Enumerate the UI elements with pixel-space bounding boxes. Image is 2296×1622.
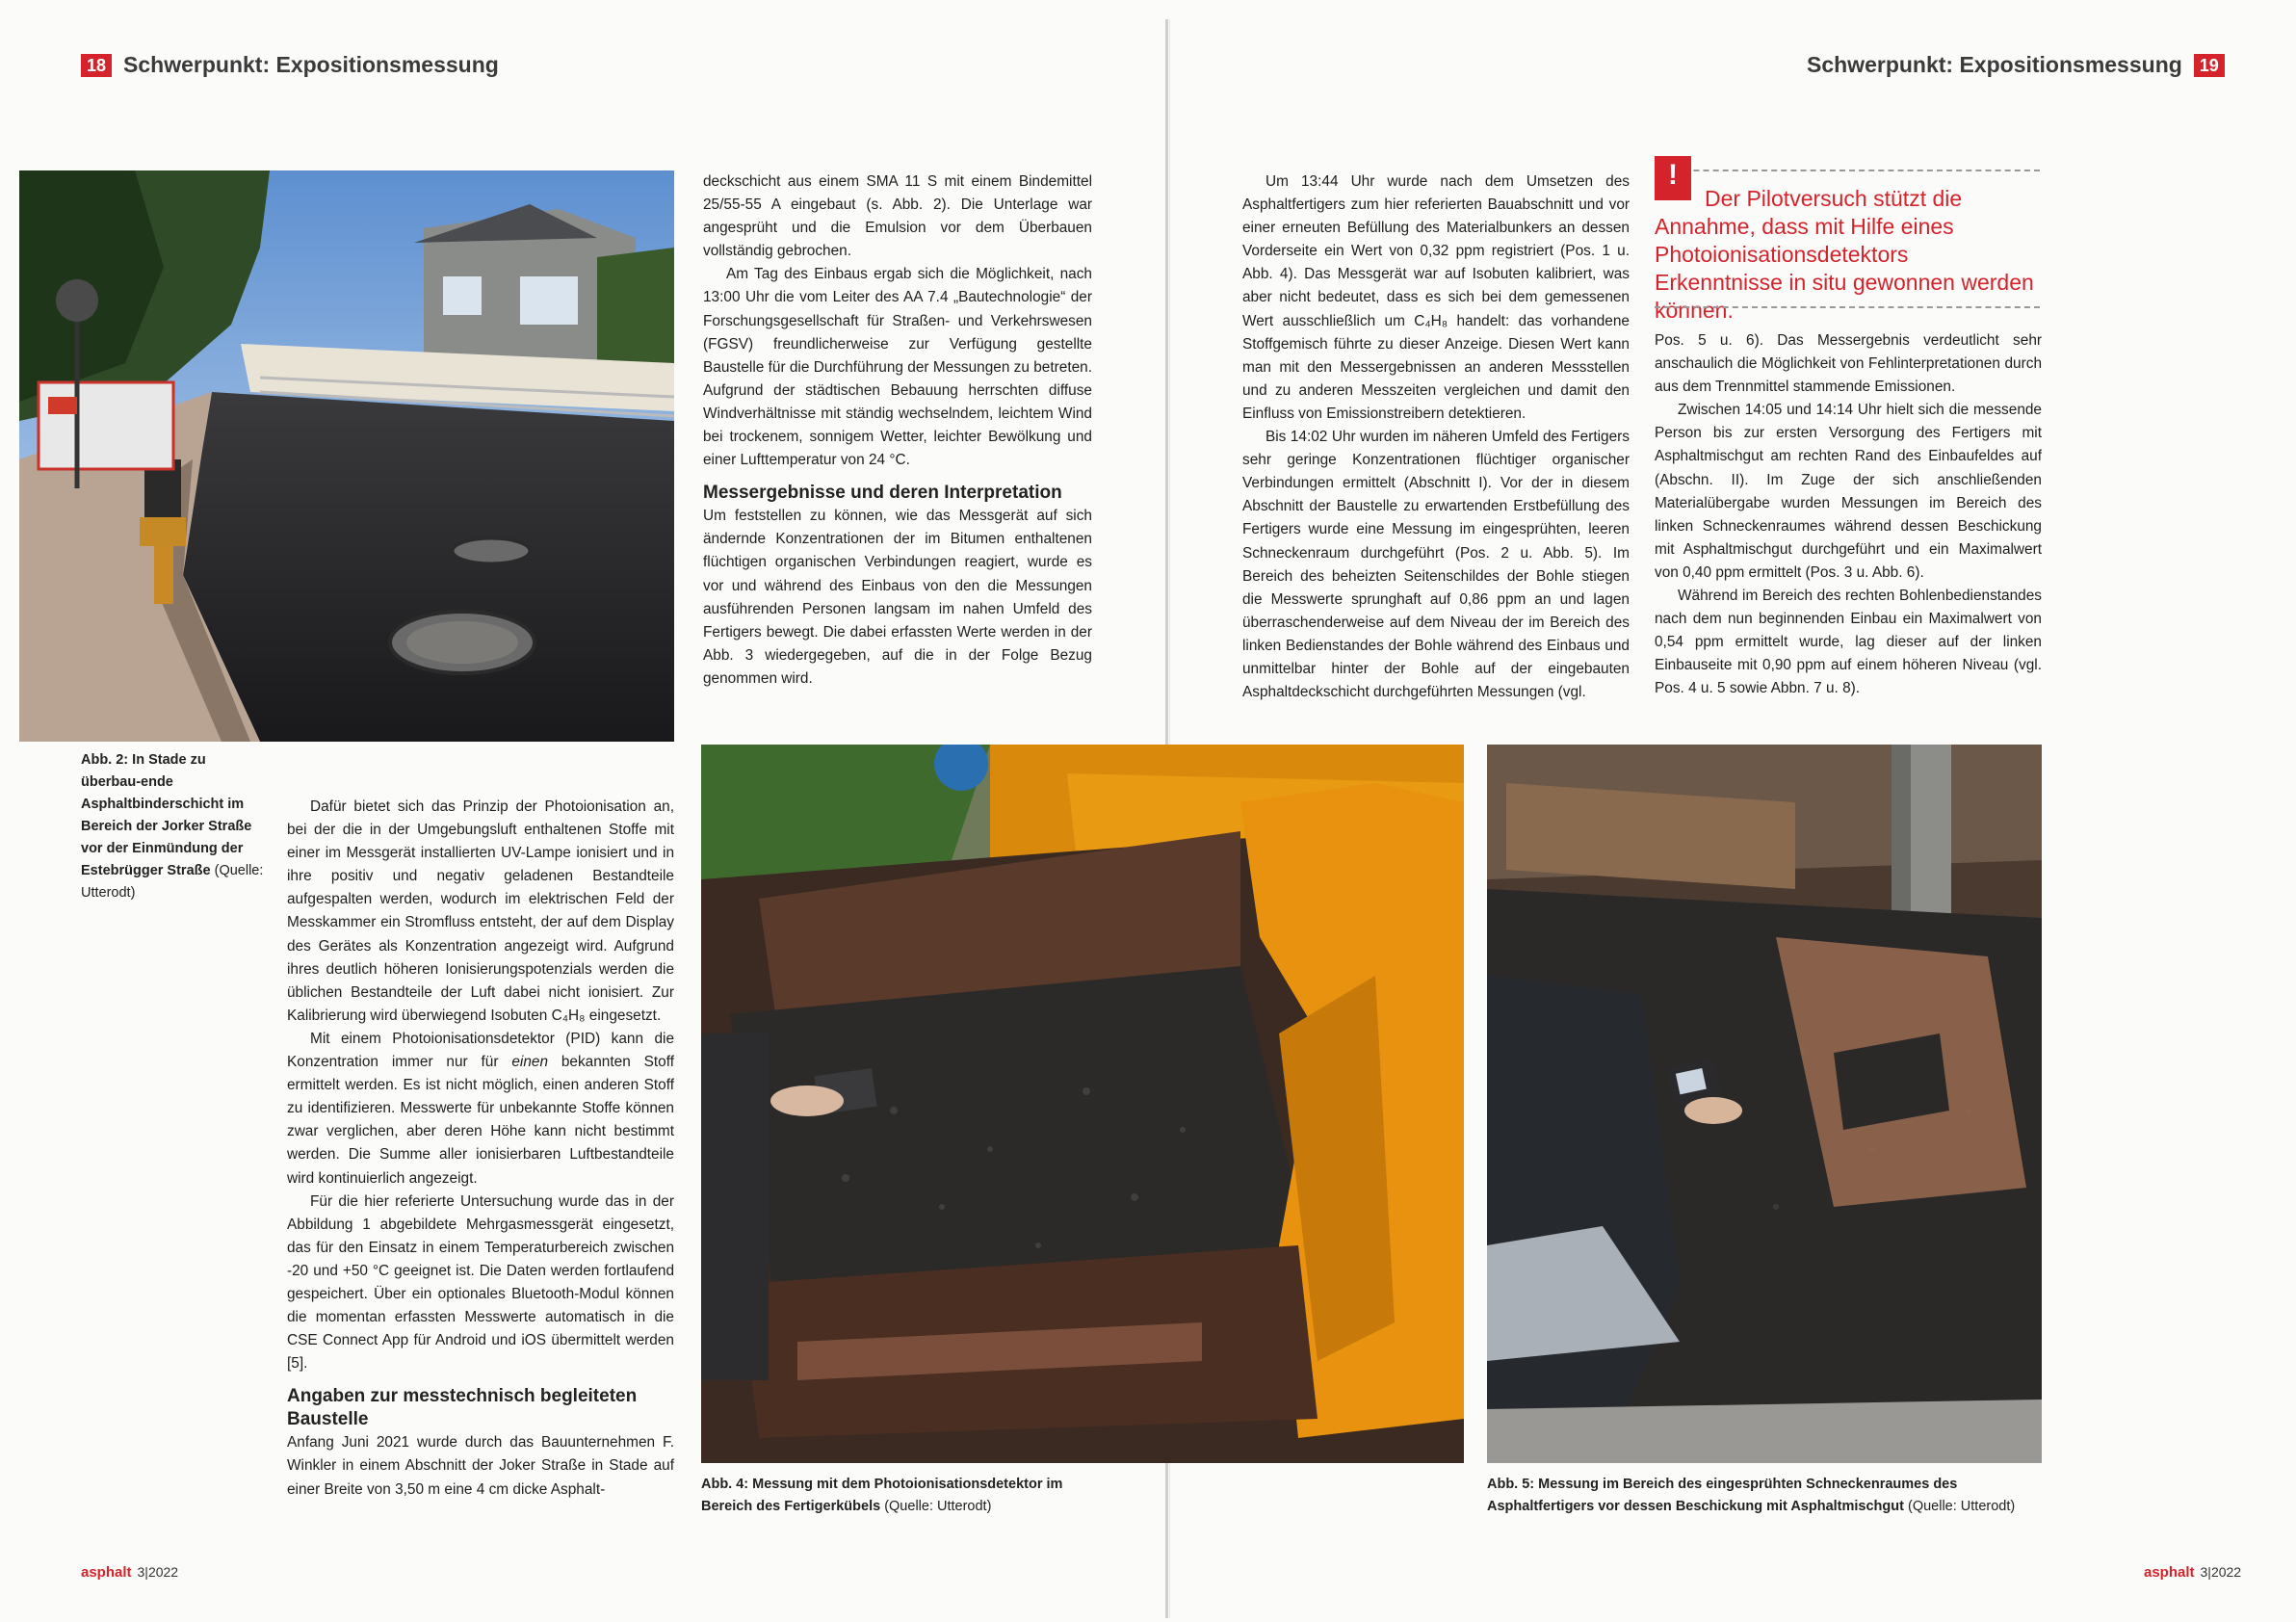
left-section-title: Schwerpunkt: Expositionsmessung	[123, 52, 499, 77]
figure5-caption-text: Abb. 5: Messung im Bereich des eingesprühten Schneckenraumes des Asphaltfertigers vor dessen Beschickung mit Asphaltmischgut	[1487, 1477, 1958, 1514]
body-paragraph: Um feststellen zu können, wie das Messgerät auf sich ändernde Konzentrationen der im Bitumen enthaltenen flüchtigen organischen Verbindungen reagiert, wurde es vor und während des Einbaus von den die Messungen ausführenden Personen langsam im nahen Umfeld des Fertigers bewegt. Die dabei erfassten Werte werden in der Abb. 3 wiedergegeben, auf die in der Folge Bezug genommen wird.	[703, 508, 1092, 687]
figure2-caption-source: (Quelle: Utterodt)	[81, 863, 264, 901]
left-page-number: 18	[81, 54, 112, 77]
body-paragraph: Für die hier referierte Untersuchung wurde das in der Abbildung 1 abgebildete Mehrgasmessgerät eingesetzt, das für den Einsatz in einem Temperaturbereich zwischen -20 und +50 °C geeignet ist. Die Daten werden fortlaufend gespeichert. Über ein optionales Bluetooth-Modul können die momentan erfassten Messwerte automatisch in die CSE Connect App für Android und iOS übermittelt werden [5].	[287, 1192, 674, 1373]
right-body-column-2	[1655, 329, 2042, 701]
left-page-header	[81, 52, 499, 78]
body-paragraph-pid: Mit einem Photoionisationsdetektor (PID) kann die Konzentration immer nur für einen bekannten Stoff ermittelt werden. Es ist nicht möglich, einen anderen Stoff zu identifizieren. Messwerte für unbekannte Stoffe können zwar verglichen, aber deren Höhe kann nicht bestimmt werden. Die Summe aller ionisierbaren Luftbestandteile wird kontinuierlich angezeigt.	[287, 1030, 674, 1187]
figure4-caption	[701, 1474, 1106, 1518]
body-paragraph: deckschicht aus einem SMA 11 S mit einem Bindemittel 25/55-55 A eingebaut (s. Abb. 2). Die Unterlage war angesprüht und die Emulsion vor dem Überbauen vollständig gebrochen.	[703, 173, 1092, 260]
body-paragraph: Am Tag des Einbaus ergab sich die Möglichkeit, nach 13:00 Uhr die vom Leiter des AA 7.4 „Bautechnologie“ der Forschungsgesellschaft für Straßen- und Verkehrswesen (FGSV) freundlicherweise zur Verfügung gestellte Baustelle für die Durchführung der Messungen zu betreten. Aufgrund der städtischen Bebauung herrschten diffuse Windverhältnisse mit ständig wechselndem, leichtem Wind bei trockenem, sonnigem Wetter, leichter Bewölkung und einer Lufttemperatur von 24 °C.	[703, 266, 1092, 469]
body-paragraph: Zwischen 14:05 und 14:14 Uhr hielt sich die messende Person bis zur ersten Versorgung des Fertigers mit Asphaltmischgut am rechten Rand des Einbaufeldes auf (Abschn. II). Im Zuge der sich anschließenden Materialübergabe wurden Messungen im Bereich des linken Schneckenraumes während dessen Beschickung mit Asphaltmischgut durchgeführt und ein Maximalwert von 0,40 ppm ermittelt (Pos. 3 u. Abb. 6).	[1655, 402, 2042, 581]
right-page-number: 19	[2194, 54, 2225, 77]
issue-number: 3|2022	[2200, 1564, 2242, 1580]
body-paragraph: Anfang Juni 2021 wurde durch das Bauunternehmen F. Winkler in einem Abschnitt der Joker Straße in Stade auf einer Breite von 3,50 m eine 4 cm dicke Asphalt-	[287, 1434, 674, 1498]
figure2-street-photo	[19, 170, 674, 742]
body-paragraph: Dafür bietet sich das Prinzip der Photoionisation an, bei der die in der Umgebungsluft enthaltenen Stoffe mit einer im Messgerät installierten UV-Lampe ionisiert und in ihre positiv und negativ geladenen Bestandteile aufgespalten werden, wodurch im elektrischen Feld der Messkammer ein Stromfluss entsteht, der auf dem Display des Gerätes als Konzentration angezeigt wird. Aufgrund ihres deutlich höheren Ionisierungspotenzials werden die üblichen Bestandteile der Luft dabei nicht ionisiert. Zur Kalibrierung wird überwiegend Isobuten C₄H₈ eingesetzt.	[287, 798, 674, 1024]
heading-messergebnisse: Messergebnisse und deren Interpretation	[703, 483, 1062, 504]
figure5-caption	[1487, 1474, 2042, 1518]
left-page-footer	[81, 1564, 178, 1581]
asphalt-logo: asphalt	[2144, 1564, 2195, 1581]
right-page-footer	[2144, 1564, 2241, 1581]
body-paragraph: Bis 14:02 Uhr wurden im näheren Umfeld des Fertigers sehr geringe Konzentrationen flüchtiger organischer Verbindungen ermittelt (Abschnitt I). Vor der in diesem Abschnitt der Baustelle zu erwartenden Erstbefüllung des Fertigers wurde eine Messung im eingesprühten, leeren Schneckenraum durchgeführt (Pos. 2 u. Abb. 5). Im Bereich des beheizten Seitenschildes der Bohle stiegen die Messwerte sprunghaft auf 0,86 ppm an und lagen überraschenderweise auf dem Niveau der im Bereich des linken Bedienstandes der Bohle während des Einbaus und unmittelbar hinter der Bohle auf der eingebauten Asphaltdeckschicht durchgeführten Messungen (vgl.	[1242, 429, 1630, 701]
body-paragraph: Während im Bereich des rechten Bohlenbedienstandes nach dem nun beginnenden Einbau ein Maximalwert von 0,54 ppm ermittelt wurde, lag dieser auf der linken Einbauseite mit 0,90 ppm auf einem höheren Niveau (vgl. Pos. 4 u. 5 sowie Abbn. 7 u. 8).	[1655, 588, 2042, 697]
left-body-column-3	[703, 170, 1092, 691]
right-page-header	[1807, 52, 2225, 78]
figure4-paver-hopper-photo	[701, 745, 1464, 1463]
figure4-caption-source: (Quelle: Utterodt)	[884, 1499, 992, 1514]
pull-quote-text: Der Pilotversuch stützt die Annahme, dass mit Hilfe eines Photoionisationsdetektors Erkenntnisse in situ gewonnen werden können.	[1655, 186, 2034, 323]
figure4-caption-text: Abb. 4: Messung mit dem Photoionisationsdetektor im Bereich des Fertigerkübels	[701, 1477, 1063, 1514]
issue-number: 3|2022	[137, 1564, 179, 1580]
figure5-auger-chamber-photo	[1487, 745, 2042, 1463]
figure5-caption-source: (Quelle: Utterodt)	[1908, 1499, 2016, 1514]
body-paragraph: Pos. 5 u. 6). Das Messergebnis verdeutlicht sehr anschaulich die Möglichkeit von Fehlinterpretationen durch aus dem Trennmittel stammende Emissionen.	[1655, 332, 2042, 396]
pull-quote	[1655, 159, 2040, 323]
body-paragraph: Um 13:44 Uhr wurde nach dem Umsetzen des Asphaltfertigers zum hier referierten Bauabschnitt und vor einer erneuten Befüllung des Materialbunkers an dessen Vorderseite ein Wert von 0,32 ppm registriert (Pos. 1 u. Abb. 4). Das Messgerät war auf Isobuten kalibriert, was aber nicht bedeutet, dass es sich bei dem gemessenen Wert ausschließlich um C₄H₈ handelt: das vorhandene Stoffgemisch führte zu dieser Anzeige. Diesen Wert kann man mit den Messergebnissen an anderen Messstellen und zu anderen Messzeiten vergleichen und damit den Einfluss von Emissionstreibern detektieren.	[1242, 173, 1630, 422]
asphalt-logo: asphalt	[81, 1564, 132, 1581]
pull-quote-exclamation-icon: !	[1655, 156, 1691, 200]
figure2-caption-text: Abb. 2: In Stade zu überbau-ende Asphaltbinderschicht im Bereich der Jorker Straße vor der Einmündung der Estebrügger Straße	[81, 752, 252, 878]
pull-quote-bottom-rule	[1655, 306, 2040, 308]
left-body-column-2	[287, 796, 674, 1502]
figure2-caption	[81, 749, 264, 904]
pull-quote-top-rule	[1655, 170, 2040, 171]
heading-baustelle: Angaben zur messtechnisch begleiteten Baustelle	[287, 1386, 638, 1430]
right-section-title: Schwerpunkt: Expositionsmessung	[1807, 52, 2182, 77]
right-body-column-1	[1242, 170, 1630, 704]
